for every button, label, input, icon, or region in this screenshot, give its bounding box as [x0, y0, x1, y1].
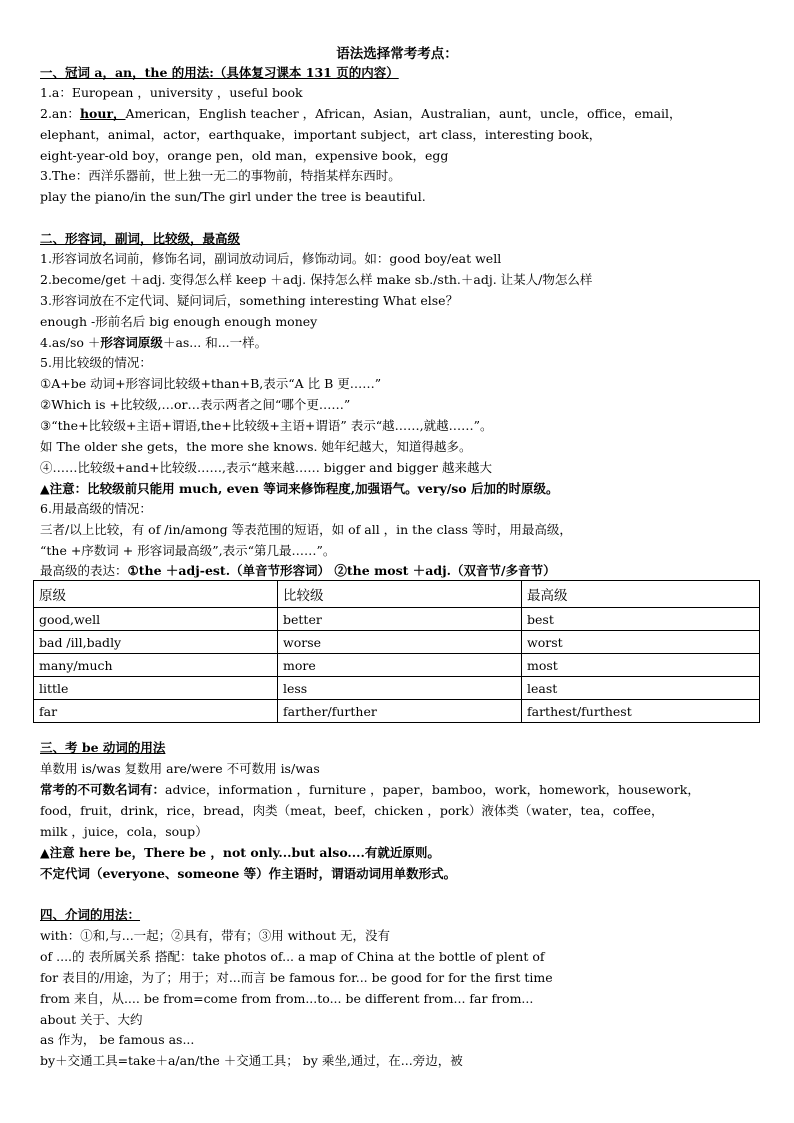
section-3-heading: 三、考 be 动词的用法	[40, 740, 166, 755]
table-row	[34, 631, 760, 654]
s3-line-2-a: 常考的不可数名词有：	[40, 782, 166, 797]
s2-line-7: ①A+be 动词+形容词比较级+than+B,表示“A 比 B 更……”	[40, 376, 382, 391]
s2-line-16	[40, 562, 556, 580]
s1-line-4: eight-year-old boy，orange pen，old man，expensive book，egg	[40, 148, 449, 163]
s2-line-5	[40, 334, 267, 352]
section-1-heading: 一、冠词 a，an，the 的用法:（具体复习课本 131 页的内容）	[40, 65, 399, 80]
table-row	[34, 700, 760, 723]
s3-note-2: 不定代词（everyone、someone 等）作主语时，谓语动词用单数形式。	[40, 866, 457, 881]
s4-line-2: of ....的 表所属关系 搭配：take photos of... a map of China at the bottle of plent of	[40, 949, 545, 964]
table-cell: little	[34, 677, 278, 700]
s1-line-2-label: 2.an：	[40, 106, 80, 121]
s2-line-8: ②Which is +比较级,…or…表示两者之间“哪个更……”	[40, 397, 351, 412]
s1-line-6: play the piano/in the sun/The girl under the tree is beautiful.	[40, 189, 426, 204]
table-cell: more	[278, 654, 522, 677]
table-cell: worse	[278, 631, 522, 654]
s4-line-6: as 作为， be famous as...	[40, 1032, 195, 1047]
s4-line-1: with：①和,与...一起；②具有，带有；③用 without 无，没有	[40, 928, 390, 943]
comparison-table	[33, 580, 760, 723]
s2-line-6: 5.用比较级的情况：	[40, 355, 152, 370]
s3-line-3: food，fruit，drink，rice，bread，肉类（meat，beef，chicken ，pork）液体类（water，tea，coffee，	[40, 803, 664, 818]
s2-note: ▲注意：比较级前只能用 much, even 等词来修饰程度,加强语气。very/so 后加的时原级。	[40, 481, 559, 496]
s4-line-4: from 来自，从.... be from=come from from...to... be different from... far from...	[40, 991, 534, 1006]
table-cell: less	[278, 677, 522, 700]
s3-line-1: 单数用 is/was 复数用 are/were 不可数用 is/was	[40, 761, 320, 776]
table-row	[34, 608, 760, 631]
s2-line-3: 3.形容词放在不定代词、疑问词后，something interesting What else？	[40, 293, 459, 308]
table-cell: most	[522, 654, 760, 677]
table-cell: farthest/furthest	[522, 700, 760, 723]
table-cell: farther/further	[278, 700, 522, 723]
s2-line-15: “the +序数词 + 形容词最高级”,表示“第几最……”。	[40, 543, 336, 558]
s2-line-2: 2.become/get ＋adj. 变得怎么样 keep ＋adj. 保持怎么样 make sb./sth.＋adj. 让某人/物怎么样	[40, 272, 593, 287]
s1-line-2-rest: American，English teacher ，African，Asian，Australian，aunt，uncle，office，email，	[125, 106, 682, 121]
table-row	[34, 677, 760, 700]
s1-line-1: 1.a：European ，university ，useful book	[40, 85, 303, 100]
table-cell: least	[522, 677, 760, 700]
table-cell: good,well	[34, 608, 278, 631]
s2-line-5-a: 4.as/so ＋	[40, 335, 101, 350]
table-cell: far	[34, 700, 278, 723]
table-cell: worst	[522, 631, 760, 654]
s2-line-16-a: 最高级的表达：	[40, 563, 128, 578]
s2-line-10: 如 The older she gets，the more she knows. 她年纪越大，知道得越多。	[40, 439, 472, 454]
s2-line-9: ③“the+比较级+主语+谓语,the+比较级+主语+谓语” 表示“越……,就越……”。	[40, 418, 493, 433]
table-cell: bad /ill,badly	[34, 631, 278, 654]
table-header-row	[34, 581, 760, 608]
s1-line-2	[40, 105, 682, 123]
s3-line-2	[40, 781, 700, 799]
s2-line-14: 三者/以上比较，有 of /in/among 等表范围的短语，如 of all ，in the class 等时，用最高级，	[40, 522, 572, 537]
s3-line-4: milk ，juice，cola，soup）	[40, 824, 208, 839]
s1-line-2-hour: hour，	[79, 106, 126, 121]
s4-line-7: by＋交通工具=take＋a/an/the ＋交通工具； by 乘坐,通过，在...旁边，被	[40, 1053, 463, 1068]
table-header-cell: 原级	[34, 581, 278, 608]
table-cell: best	[522, 608, 760, 631]
table-cell: better	[278, 608, 522, 631]
section-4-heading: 四、介词的用法：	[40, 907, 141, 922]
table-cell: many/much	[34, 654, 278, 677]
s2-line-5-b: 形容词原级	[100, 335, 163, 350]
s1-line-5: 3.The：西洋乐器前，世上独一无二的事物前，特指某样东西时。	[40, 168, 401, 183]
page-title: 语法选择常考考点：	[336, 46, 458, 62]
s4-line-5: about 关于、大约	[40, 1012, 143, 1027]
table-header-cell: 比较级	[278, 581, 522, 608]
s1-line-3: elephant，animal，actor，earthquake，important subject，art class，interesting book，	[40, 127, 602, 142]
s4-line-3: for 表目的/用途，为了；用于；对...而言 be famous for... be good for for the first time	[40, 970, 553, 985]
section-2-heading: 二、形容词，副词，比较级，最高级	[40, 231, 241, 246]
s2-line-16-b: ①the ＋adj-est.（单音节形容词） ②the most ＋adj.（双音节/多音节）	[127, 563, 556, 578]
s3-line-2-b: advice，information ，furniture ，paper，bamboo，work，homework，housework，	[165, 782, 700, 797]
table-row	[34, 654, 760, 677]
table-header-cell: 最高级	[522, 581, 760, 608]
s2-line-1: 1.形容词放名词前，修饰名词，副词放动词后，修饰动词。如：good boy/eat well	[40, 251, 502, 266]
s2-line-4: enough -形前名后 big enough enough money	[40, 314, 318, 329]
s2-line-11: ④……比较级+and+比较级……,表示“越来越…… bigger and bigger 越来越大	[40, 460, 492, 475]
s3-note-1: ▲注意 here be，There be ，not only...but also....有就近原则。	[40, 845, 440, 860]
s2-line-13: 6.用最高级的情况：	[40, 501, 152, 516]
s2-line-5-c: ＋as... 和...一样。	[162, 335, 268, 350]
